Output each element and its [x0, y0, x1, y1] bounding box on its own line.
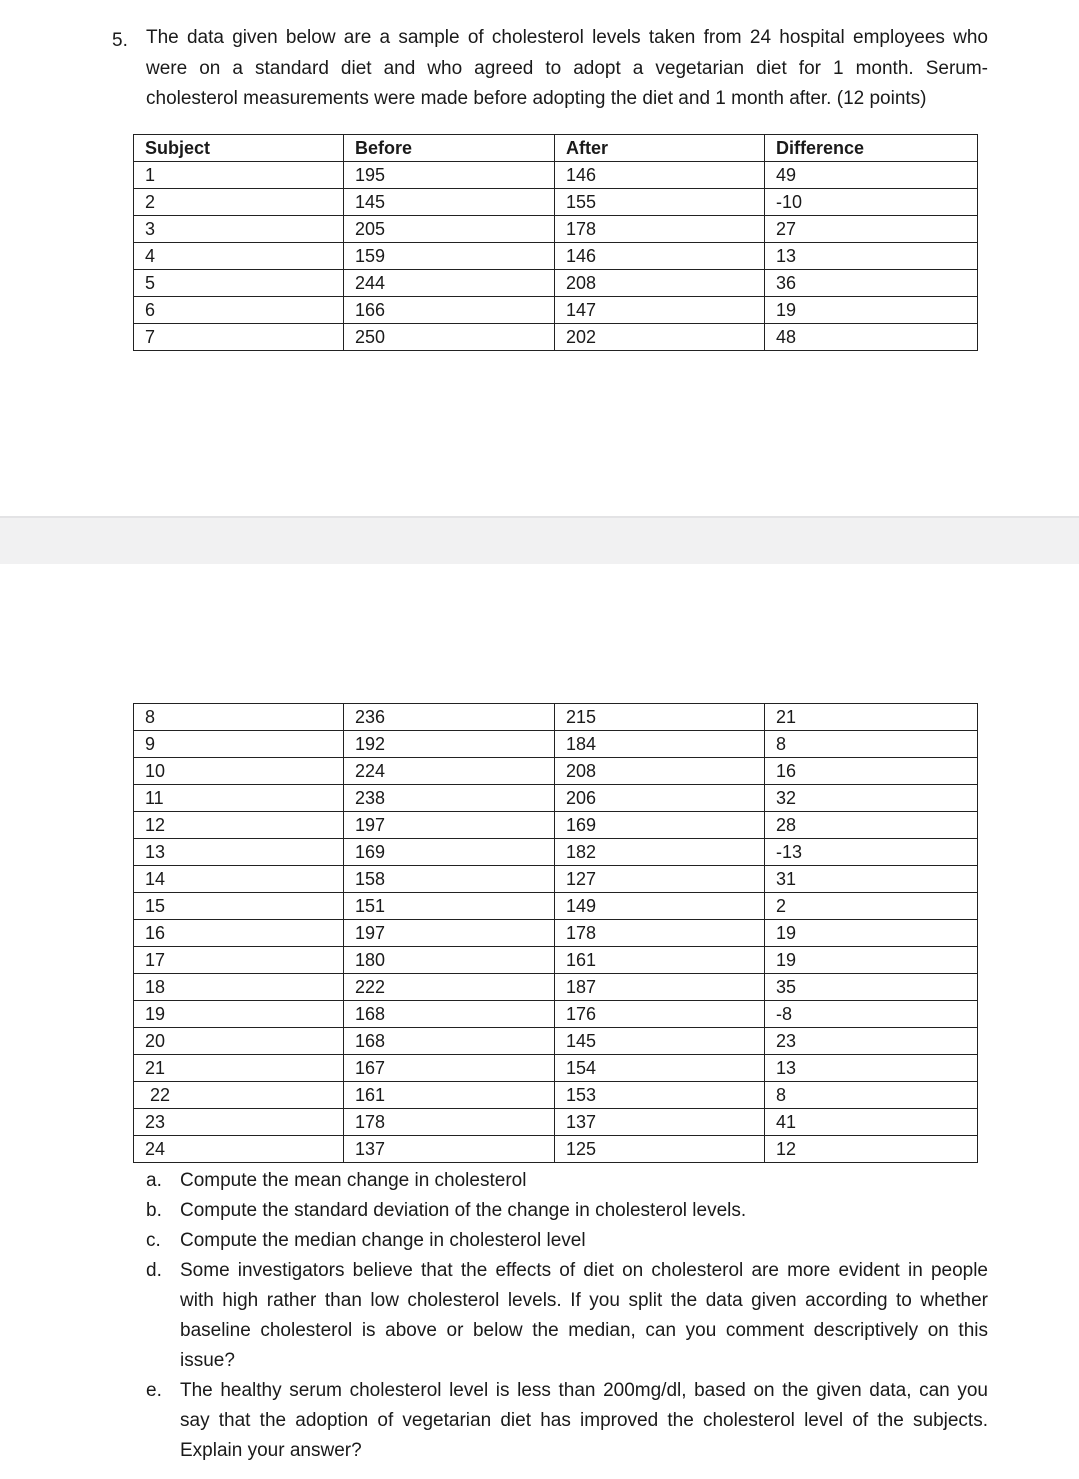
cell-difference: 19: [765, 920, 978, 947]
cell-after: 208: [555, 270, 765, 297]
sub-question-list: [146, 1166, 988, 1466]
sub-question-label: e.: [146, 1380, 162, 1401]
cell-before: 159: [344, 243, 555, 270]
cell-before: 166: [344, 297, 555, 324]
cell-subject: 10: [134, 758, 344, 785]
intro-line: cholesterol measurements were made before adopting the diet and 1 month after. (12 points): [146, 88, 927, 109]
table-row: [134, 1001, 978, 1028]
cell-subject: 18: [134, 974, 344, 1001]
cell-after: 208: [555, 758, 765, 785]
cell-difference: 16: [765, 758, 978, 785]
cell-before: 195: [344, 162, 555, 189]
cell-subject: 4: [134, 243, 344, 270]
sub-question-text: Some investigators believe that the effects of diet on cholesterol are more evident in people: [180, 1260, 988, 1281]
cell-subject: 23: [134, 1109, 344, 1136]
cell-difference: 27: [765, 216, 978, 243]
cell-after: 184: [555, 731, 765, 758]
cell-before: 205: [344, 216, 555, 243]
sub-question-text: Explain your answer?: [180, 1440, 362, 1461]
table-row: [134, 1109, 978, 1136]
cell-subject: 9: [134, 731, 344, 758]
cell-before: 250: [344, 324, 555, 351]
cell-before: 151: [344, 893, 555, 920]
cell-after: 146: [555, 162, 765, 189]
sub-question: [146, 1196, 988, 1226]
table-row: [134, 270, 978, 297]
header-after: After: [555, 135, 765, 162]
header-before: Before: [344, 135, 555, 162]
question-number: 5.: [112, 30, 128, 51]
cell-after: 154: [555, 1055, 765, 1082]
sub-question-text: baseline cholesterol is above or below the median, can you comment descriptively on this: [180, 1320, 988, 1341]
cholesterol-table-part-2: [133, 703, 978, 1163]
cell-difference: 41: [765, 1109, 978, 1136]
page-break-gap: [0, 516, 1079, 564]
sub-question-label: d.: [146, 1260, 162, 1281]
cell-after: 176: [555, 1001, 765, 1028]
cell-after: 149: [555, 893, 765, 920]
cell-before: 197: [344, 920, 555, 947]
cell-difference: 19: [765, 297, 978, 324]
cell-after: 125: [555, 1136, 765, 1163]
cell-before: 158: [344, 866, 555, 893]
cell-difference: -13: [765, 839, 978, 866]
cell-before: 244: [344, 270, 555, 297]
cell-before: 178: [344, 1109, 555, 1136]
cell-after: 153: [555, 1082, 765, 1109]
table-row: [134, 731, 978, 758]
cell-difference: 12: [765, 1136, 978, 1163]
cell-difference: -10: [765, 189, 978, 216]
header-subject: Subject: [134, 135, 344, 162]
cell-difference: 8: [765, 1082, 978, 1109]
header-difference: Difference: [765, 135, 978, 162]
cell-after: 137: [555, 1109, 765, 1136]
intro-line: were on a standard diet and who agreed to adopt a vegetarian diet for 1 month. Serum-: [146, 57, 988, 79]
table-row: [134, 1136, 978, 1163]
cell-after: 215: [555, 704, 765, 731]
cell-before: 137: [344, 1136, 555, 1163]
cell-difference: 23: [765, 1028, 978, 1055]
table-row: [134, 162, 978, 189]
cell-difference: 8: [765, 731, 978, 758]
table-row: [134, 974, 978, 1001]
cell-difference: 49: [765, 162, 978, 189]
cell-subject: 19: [134, 1001, 344, 1028]
cell-after: 146: [555, 243, 765, 270]
table-row: [134, 704, 978, 731]
cell-before: 167: [344, 1055, 555, 1082]
cell-before: 224: [344, 758, 555, 785]
table-row: [134, 297, 978, 324]
cell-after: 155: [555, 189, 765, 216]
cell-subject: 7: [134, 324, 344, 351]
cell-subject: 13: [134, 839, 344, 866]
cell-before: 168: [344, 1028, 555, 1055]
table-row: [134, 324, 978, 351]
table-row: [134, 216, 978, 243]
cell-subject: 16: [134, 920, 344, 947]
cell-difference: 13: [765, 243, 978, 270]
cell-difference: 31: [765, 866, 978, 893]
table-row: [134, 947, 978, 974]
table-row: [134, 785, 978, 812]
cell-subject: 8: [134, 704, 344, 731]
sub-question-text: with high rather than low cholesterol levels. If you split the data given according to whether: [180, 1290, 988, 1311]
cell-before: 238: [344, 785, 555, 812]
table-row: [134, 893, 978, 920]
sub-question-label: c.: [146, 1230, 161, 1251]
cell-subject: 14: [134, 866, 344, 893]
cell-after: 147: [555, 297, 765, 324]
sub-question-text: The healthy serum cholesterol level is less than 200mg/dl, based on the given data, can you: [180, 1380, 988, 1401]
cell-subject: 20: [134, 1028, 344, 1055]
table-header-row: [134, 135, 978, 162]
table-row: [134, 758, 978, 785]
cell-difference: 21: [765, 704, 978, 731]
cell-before: 145: [344, 189, 555, 216]
sub-question-text: issue?: [180, 1350, 235, 1371]
table-row: [134, 1055, 978, 1082]
cell-after: 169: [555, 812, 765, 839]
cell-subject: 3: [134, 216, 344, 243]
cell-after: 161: [555, 947, 765, 974]
cell-difference: -8: [765, 1001, 978, 1028]
table-row: [134, 866, 978, 893]
cholesterol-table-part-1: [133, 134, 978, 351]
sub-question: [146, 1256, 988, 1376]
table-row: [134, 243, 978, 270]
cell-difference: 2: [765, 893, 978, 920]
cell-before: 222: [344, 974, 555, 1001]
intro-line: The data given below are a sample of cholesterol levels taken from 24 hospital employees who: [146, 27, 988, 48]
sub-question-label: a.: [146, 1170, 162, 1191]
sub-question-label: b.: [146, 1200, 162, 1221]
cell-subject: 17: [134, 947, 344, 974]
cell-difference: 48: [765, 324, 978, 351]
table-row: [134, 920, 978, 947]
table-row: [134, 1028, 978, 1055]
cell-subject: 2: [134, 189, 344, 216]
table-row: [134, 839, 978, 866]
sub-question-text: Compute the standard deviation of the change in cholesterol levels.: [180, 1200, 747, 1221]
cell-difference: 19: [765, 947, 978, 974]
cell-difference: 32: [765, 785, 978, 812]
cell-after: 145: [555, 1028, 765, 1055]
cell-difference: 36: [765, 270, 978, 297]
sub-question-text: say that the adoption of vegetarian diet has improved the cholesterol level of the subjects.: [180, 1410, 988, 1431]
cell-before: 180: [344, 947, 555, 974]
sub-question: [146, 1226, 988, 1256]
cell-subject: 1: [134, 162, 344, 189]
cell-subject: 6: [134, 297, 344, 324]
cell-subject: 24: [134, 1136, 344, 1163]
cell-after: 127: [555, 866, 765, 893]
table-row: [134, 1082, 978, 1109]
sub-question-text: Compute the mean change in cholesterol: [180, 1170, 527, 1191]
cell-subject: 15: [134, 893, 344, 920]
cell-subject: 5: [134, 270, 344, 297]
cell-after: 182: [555, 839, 765, 866]
cell-after: 206: [555, 785, 765, 812]
cell-subject: 11: [134, 785, 344, 812]
cell-after: 178: [555, 920, 765, 947]
cell-subject: 22: [134, 1082, 344, 1109]
cell-before: 192: [344, 731, 555, 758]
table-row: [134, 189, 978, 216]
cell-difference: 13: [765, 1055, 978, 1082]
cell-subject: 12: [134, 812, 344, 839]
sub-question-text: Compute the median change in cholesterol level: [180, 1230, 586, 1251]
cell-after: 187: [555, 974, 765, 1001]
cell-before: 168: [344, 1001, 555, 1028]
cell-before: 236: [344, 704, 555, 731]
cell-before: 169: [344, 839, 555, 866]
sub-question: [146, 1166, 988, 1196]
cell-after: 178: [555, 216, 765, 243]
cell-difference: 35: [765, 974, 978, 1001]
table-row: [134, 812, 978, 839]
cell-subject: 21: [134, 1055, 344, 1082]
cell-difference: 28: [765, 812, 978, 839]
sub-question: [146, 1376, 988, 1466]
cell-before: 161: [344, 1082, 555, 1109]
question-intro: [146, 23, 988, 115]
cell-after: 202: [555, 324, 765, 351]
cell-before: 197: [344, 812, 555, 839]
